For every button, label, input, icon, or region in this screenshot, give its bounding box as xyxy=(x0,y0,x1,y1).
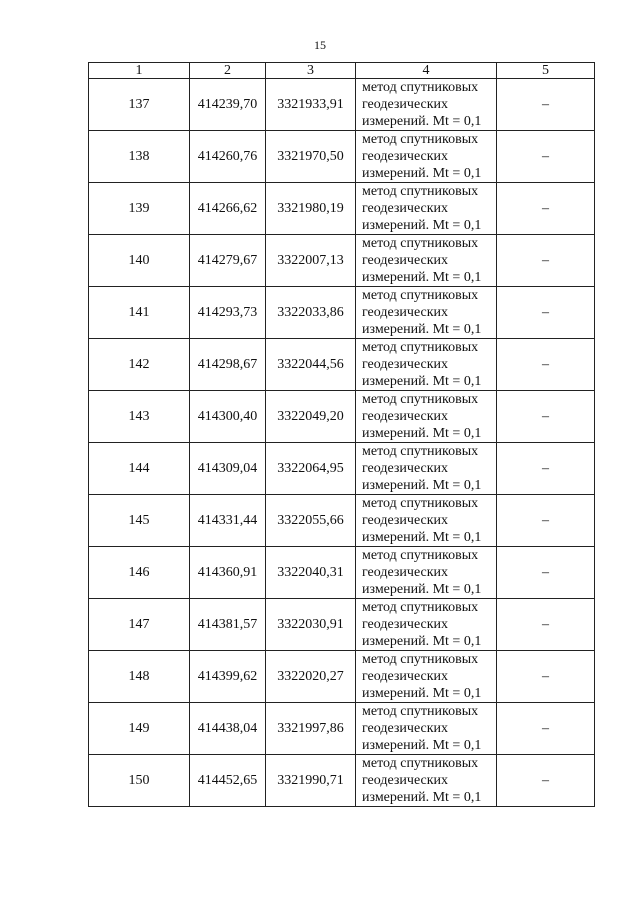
method-line: метод спутниковых xyxy=(362,756,479,771)
table-row xyxy=(89,599,595,651)
note-cell: – xyxy=(497,651,595,703)
method-cell xyxy=(356,443,497,495)
method-line: измерений. Mt = 0,1 xyxy=(362,478,482,493)
method-line: метод спутниковых xyxy=(362,652,479,667)
x-coordinate-cell: 414300,40 xyxy=(190,391,266,443)
table-row xyxy=(89,287,595,339)
column-header-1: 1 xyxy=(89,63,190,79)
method-cell xyxy=(356,287,497,339)
y-coordinate-cell: 3322040,31 xyxy=(266,547,356,599)
method-line: геодезических xyxy=(362,305,449,320)
table-row xyxy=(89,131,595,183)
method-line: измерений. Mt = 0,1 xyxy=(362,166,482,181)
x-coordinate-cell: 414381,57 xyxy=(190,599,266,651)
table-row xyxy=(89,547,595,599)
point-number-cell: 137 xyxy=(89,79,190,131)
method-cell xyxy=(356,755,497,807)
method-line: геодезических xyxy=(362,721,449,736)
x-coordinate-cell: 414399,62 xyxy=(190,651,266,703)
note-cell: – xyxy=(497,131,595,183)
method-line: геодезических xyxy=(362,669,449,684)
note-cell: – xyxy=(497,599,595,651)
x-coordinate-cell: 414360,91 xyxy=(190,547,266,599)
method-line: измерений. Mt = 0,1 xyxy=(362,270,482,285)
method-line: метод спутниковых xyxy=(362,236,479,251)
method-cell xyxy=(356,235,497,287)
method-line: измерений. Mt = 0,1 xyxy=(362,426,482,441)
method-line: измерений. Mt = 0,1 xyxy=(362,738,482,753)
note-cell: – xyxy=(497,183,595,235)
method-line: метод спутниковых xyxy=(362,80,479,95)
method-line: геодезических xyxy=(362,513,449,528)
x-coordinate-cell: 414438,04 xyxy=(190,703,266,755)
x-coordinate-cell: 414279,67 xyxy=(190,235,266,287)
y-coordinate-cell: 3321970,50 xyxy=(266,131,356,183)
method-line: метод спутниковых xyxy=(362,392,479,407)
x-coordinate-cell: 414331,44 xyxy=(190,495,266,547)
note-cell: – xyxy=(497,391,595,443)
note-cell: – xyxy=(497,339,595,391)
method-line: геодезических xyxy=(362,201,449,216)
method-cell xyxy=(356,183,497,235)
point-number-cell: 145 xyxy=(89,495,190,547)
method-line: геодезических xyxy=(362,617,449,632)
point-number-cell: 141 xyxy=(89,287,190,339)
table-row xyxy=(89,235,595,287)
point-number-cell: 146 xyxy=(89,547,190,599)
column-header-5: 5 xyxy=(497,63,595,79)
method-line: метод спутниковых xyxy=(362,600,479,615)
method-line: измерений. Mt = 0,1 xyxy=(362,530,482,545)
y-coordinate-cell: 3322007,13 xyxy=(266,235,356,287)
method-line: метод спутниковых xyxy=(362,184,479,199)
point-number-cell: 138 xyxy=(89,131,190,183)
method-line: геодезических xyxy=(362,565,449,580)
method-line: геодезических xyxy=(362,97,449,112)
note-cell: – xyxy=(497,287,595,339)
point-number-cell: 144 xyxy=(89,443,190,495)
method-line: измерений. Mt = 0,1 xyxy=(362,582,482,597)
table-row xyxy=(89,755,595,807)
method-line: измерений. Mt = 0,1 xyxy=(362,322,482,337)
method-cell xyxy=(356,339,497,391)
method-line: метод спутниковых xyxy=(362,340,479,355)
point-number-cell: 149 xyxy=(89,703,190,755)
y-coordinate-cell: 3322020,27 xyxy=(266,651,356,703)
y-coordinate-cell: 3322049,20 xyxy=(266,391,356,443)
method-line: метод спутниковых xyxy=(362,704,479,719)
method-cell xyxy=(356,599,497,651)
method-line: метод спутниковых xyxy=(362,288,479,303)
table-body xyxy=(89,79,595,807)
note-cell: – xyxy=(497,235,595,287)
note-cell: – xyxy=(497,495,595,547)
table-row xyxy=(89,79,595,131)
method-cell xyxy=(356,131,497,183)
method-line: измерений. Mt = 0,1 xyxy=(362,634,482,649)
point-number-cell: 140 xyxy=(89,235,190,287)
method-line: измерений. Mt = 0,1 xyxy=(362,790,482,805)
note-cell: – xyxy=(497,547,595,599)
method-cell xyxy=(356,79,497,131)
point-number-cell: 142 xyxy=(89,339,190,391)
note-cell: – xyxy=(497,79,595,131)
table-row xyxy=(89,443,595,495)
x-coordinate-cell: 414309,04 xyxy=(190,443,266,495)
point-number-cell: 147 xyxy=(89,599,190,651)
method-line: измерений. Mt = 0,1 xyxy=(362,374,482,389)
column-header-4: 4 xyxy=(356,63,497,79)
table-row xyxy=(89,703,595,755)
y-coordinate-cell: 3322064,95 xyxy=(266,443,356,495)
y-coordinate-cell: 3321997,86 xyxy=(266,703,356,755)
x-coordinate-cell: 414239,70 xyxy=(190,79,266,131)
x-coordinate-cell: 414452,65 xyxy=(190,755,266,807)
x-coordinate-cell: 414298,67 xyxy=(190,339,266,391)
method-line: метод спутниковых xyxy=(362,132,479,147)
method-line: метод спутниковых xyxy=(362,496,479,511)
y-coordinate-cell: 3322033,86 xyxy=(266,287,356,339)
method-line: измерений. Mt = 0,1 xyxy=(362,114,482,129)
method-line: метод спутниковых xyxy=(362,444,479,459)
method-line: геодезических xyxy=(362,357,449,372)
table-row xyxy=(89,339,595,391)
note-cell: – xyxy=(497,703,595,755)
page-number: 15 xyxy=(314,38,326,52)
table-header-row xyxy=(89,63,595,79)
x-coordinate-cell: 414260,76 xyxy=(190,131,266,183)
table-row xyxy=(89,651,595,703)
method-line: геодезических xyxy=(362,773,449,788)
method-line: геодезических xyxy=(362,409,449,424)
method-cell xyxy=(356,495,497,547)
method-line: геодезических xyxy=(362,461,449,476)
method-line: метод спутниковых xyxy=(362,548,479,563)
y-coordinate-cell: 3321990,71 xyxy=(266,755,356,807)
method-line: измерений. Mt = 0,1 xyxy=(362,218,482,233)
column-header-3: 3 xyxy=(266,63,356,79)
y-coordinate-cell: 3322044,56 xyxy=(266,339,356,391)
method-cell xyxy=(356,651,497,703)
method-line: геодезических xyxy=(362,149,449,164)
point-number-cell: 150 xyxy=(89,755,190,807)
coordinates-table xyxy=(88,62,595,807)
method-line: геодезических xyxy=(362,253,449,268)
method-cell xyxy=(356,703,497,755)
table-row xyxy=(89,391,595,443)
table-row xyxy=(89,495,595,547)
x-coordinate-cell: 414266,62 xyxy=(190,183,266,235)
table-row xyxy=(89,183,595,235)
y-coordinate-cell: 3322055,66 xyxy=(266,495,356,547)
point-number-cell: 143 xyxy=(89,391,190,443)
y-coordinate-cell: 3321933,91 xyxy=(266,79,356,131)
point-number-cell: 148 xyxy=(89,651,190,703)
point-number-cell: 139 xyxy=(89,183,190,235)
column-header-2: 2 xyxy=(190,63,266,79)
note-cell: – xyxy=(497,443,595,495)
y-coordinate-cell: 3321980,19 xyxy=(266,183,356,235)
method-cell xyxy=(356,391,497,443)
method-line: измерений. Mt = 0,1 xyxy=(362,686,482,701)
x-coordinate-cell: 414293,73 xyxy=(190,287,266,339)
method-cell xyxy=(356,547,497,599)
y-coordinate-cell: 3322030,91 xyxy=(266,599,356,651)
note-cell: – xyxy=(497,755,595,807)
